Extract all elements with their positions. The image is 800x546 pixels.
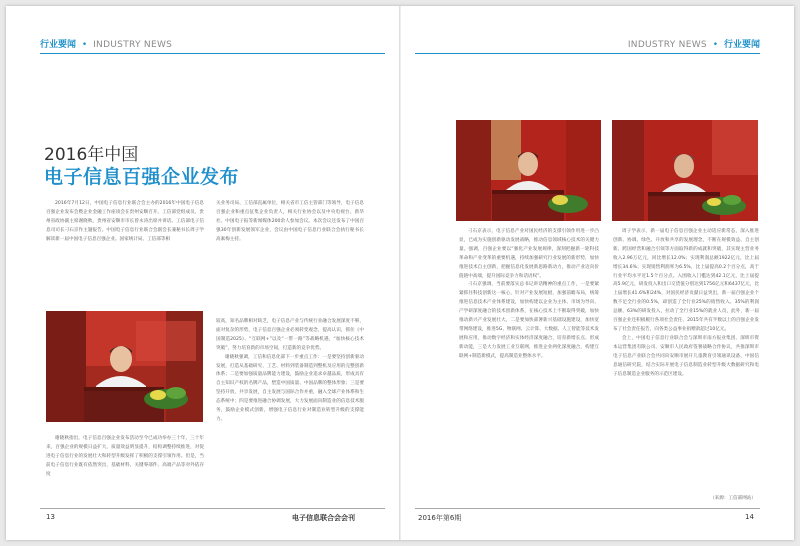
paragraph: 会上，中国电子信息行业联合会与深圳市南方报业集团、深圳市资本运营集团有限公司、安顺市人民政府签署战略合作协议，共推深圳市电子信息产业联合会共同向安顺市展开儿童教育引领通讯设备、中国信息通信研究院，结合实际开展电子信息制造业转型升级大数据研究和电子信息制造企业服务的示范区建设。 — [613, 335, 759, 377]
issue-label: 2016年第6期 — [418, 514, 462, 522]
footer-rule-left — [40, 508, 385, 509]
left-page — [6, 6, 400, 540]
article-column-6 — [613, 228, 759, 493]
paragraph: 刁石京强调，当前要落实总书记讲话精神的重点工作，一是要紧紧抓住科技创新这一核心，针对产业发展短板，加强前瞻布局，统筹推进信息技术产业体系建设，加快构建以企业为主体、市场为导向、产学研深度融合的技术创新体系，在核心技术上不断取得突破，加快推动新兴产业发展壮大。二是要加快部署新兴基础设施建设，加快宽带网络建设，推进5G、物联网、云计算、大数据、人工智能等技术发展和应用，推动数字经济和实体经济深度融合，培育新增长点、形成新动能，三是大力发展工业互联网，推进企业两化深度融合，构建互联网+制造新模式，提高制造业整体水平。 — [459, 282, 599, 359]
article-column-4 — [216, 318, 364, 496]
header-rule — [40, 53, 385, 54]
photo-speaker-1 — [46, 311, 203, 422]
page-header-left — [40, 37, 172, 50]
photo-speaker-2 — [456, 120, 601, 221]
section-separator: • — [712, 40, 719, 50]
article-title-line2: 电子信息百强企业发布 — [44, 166, 240, 188]
right-page — [400, 6, 794, 540]
page-header-right — [628, 37, 760, 50]
article-column-1 — [46, 200, 204, 272]
section-label-cn: 行业要闻 — [723, 40, 760, 50]
source-credit: （来源：工信部网站） — [710, 496, 756, 501]
photo-speaker-3 — [612, 120, 758, 221]
paragraph: 周子学表示，新一届电子信息百强企业主动适应新常态，深入推进创新、协调、绿色、开放和共享的发展理念，不断在规模效益、自主创新、跨国经营和融合引领等方面取得新的成就和突破，其实现主营业务收入2.96万亿元，同比增长12.0%；实现利润总额1922亿元，比上届增长34.6%；实现销售利润率为6.5%，比上届提高0.2个百分点，高于行业平均水平近1.5个百分点。入围收入门槛达到42.1亿元，比上届提高5.9亿元，研发投入和出口交货值分别达到1756亿元和6437亿元，比上届增长41.6%和24%，对国民经济贡献日益突出，新一届百强企业个数不足全行业的0.5%，却创造了全行业25%的销售收入、35%的利润总额、63%的研发投入，拉动了全行业15%的就业人员，此外，新一届百强企业还积极履行各项社会责任，2015年共有半数以上的百强企业发布了社会责任报告，向各类公益事业捐赠款超过10亿元。 — [613, 229, 759, 332]
paragraph: 刁石京表示，电子信息产业对国民经济的支撑引领作用进一步凸显，已成为实施创新驱动发展战略，推动信息领域核心技术的关键力量。强调，百强企业要以“强化产业发展规律，深刻把握新一轮科技革命和产业变革的重要机遇，持续加强研究行业发展的新形势，加快推进技术自主创新，把握信息化发展新思路新动力，推动产业迈向价值链中高端，提升国际竞争力和话语权”。 — [459, 229, 599, 279]
paragraph: 谢晓秋强调，工信和信息化部下一步重点工作：一是要坚持创新驱动发展，打造从基础研究、工艺、材料到装备制造到整机及应用的完整创新体系；二是要加强质量品牌能力建设，鼓励企业追求卓越品质，形成具有自主知识产权的名牌产品，塑造中国质量、中国品牌的整体形象；三是要坚持开放，共享发展，自主发展与国际合作并重，融入全球产业体系和生态系统中；四是要推进融合协调发展，大力发展面向制造业的信息技术服务，鼓励企业模式创新，增强电子信息行业对制造业转型升级的支撑能力。 — [216, 354, 364, 422]
paragraph: 关业务司局、工信部直属单位，相关省市工信主管部门等领导，电子信息百强企业和重点征集企业负责人，相关行业协会以及中央电视台、新华社、中国电子报等新闻媒体200余人参加会议。本次会议还发布了中国百强30年创新发展领军企业，会议由中国电子信息行业联合会执行秘书长高素梅主持。 — [216, 201, 364, 242]
article-column-5 — [459, 228, 599, 476]
paragraph: 谢晓秋指出，电子信息百强企业发布活动至今已成功举办三十年，三十年来，百强企业的规模日益扩大，质量效益明显提升，结构调整持续推进，对促进电子信息行业的发展壮大和转型升级发挥了积极的支撑引领作用。但是，当前电子信息行业既有依然突出，基础材料、关键零部件、高端产品等对外依存度 — [46, 436, 204, 477]
article-column-3 — [46, 435, 204, 497]
header-rule — [415, 53, 760, 54]
page-number-left: 13 — [46, 513, 55, 521]
paragraph: 2016年7月12日，中国电子信息行业联合会主办的2016年中国电子信息百强企业发布会暨企业金融工作座谈会在贵州安顺召开。工信部党组成员、贵州省政协副主席谢晓秋，贵州省安顺市市长曾永涛出席并讲话。工信部电子信息司司长刁石京作主题报告。中国电子信息行业联合会副会长兼秘书长周子学解读新一届中国电子信息百强企业。国家统计局、工信部等相 — [46, 201, 204, 242]
section-label-en: INDUSTRY NEWS — [627, 40, 707, 50]
page-number-right: 14 — [745, 513, 754, 521]
magazine-spread — [6, 6, 794, 540]
article-column-2 — [216, 200, 364, 272]
section-label-en: INDUSTRY NEWS — [93, 40, 173, 50]
footer-rule-right — [415, 508, 760, 509]
publication-name: 电子信息联合会会刊 — [292, 514, 355, 522]
section-separator: • — [81, 40, 88, 50]
section-label-cn: 行业要闻 — [40, 40, 77, 50]
article-title-line1: 2016年中国 — [44, 145, 139, 165]
paragraph: 较高，知名品牌相对缺乏，电子信息产业与传统行业融合发展深度不够，面对复杂的形势，电子信息百强企业必须转变观念，提高认识，抓住《中国制造2025》、“互联网+”以及“一带一路”等战略机遇，“加快核心技术突破”，努力培育新的市场空间，打造新的竞争优势。 — [216, 319, 364, 351]
